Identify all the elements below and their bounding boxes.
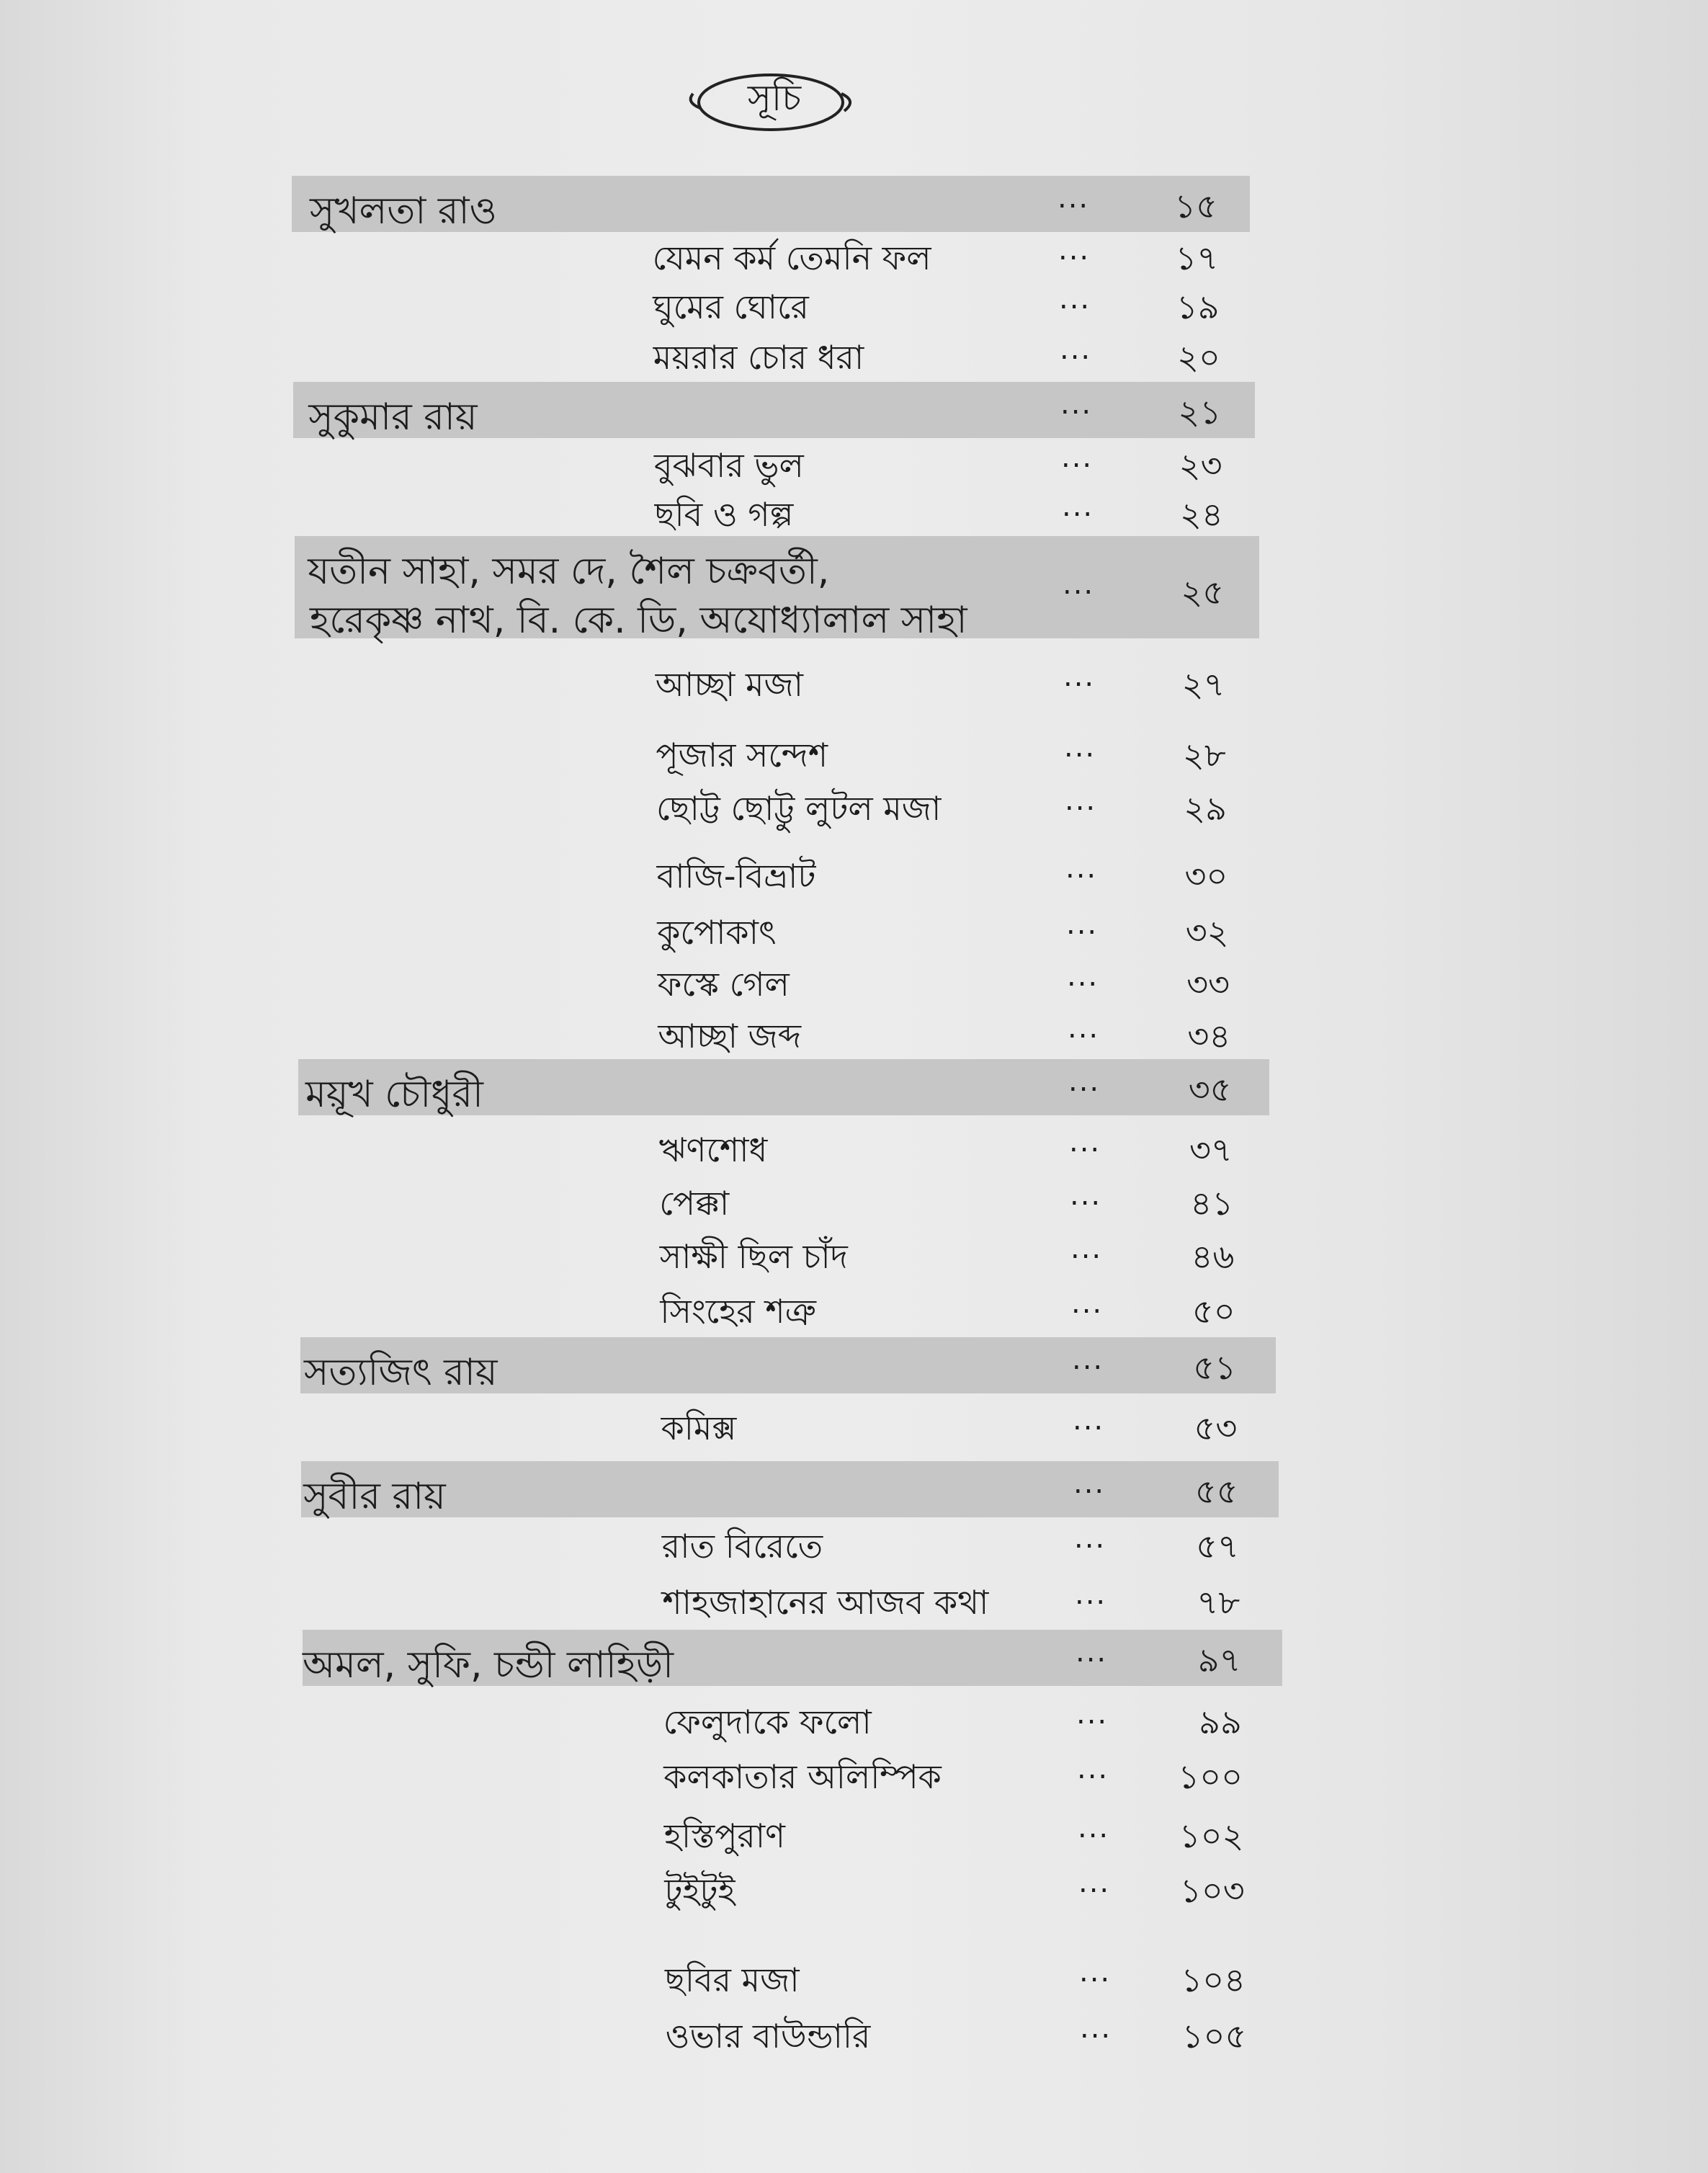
- story-title: হস্তিপুরাণ: [663, 1816, 785, 1855]
- leader-dots: ...: [1076, 1636, 1108, 1669]
- author-name-line-2: হরেকৃষ্ণ নাথ, বি. কে. ডি, অযোধ্যালাল সাহা: [310, 599, 967, 642]
- leader-dots: ...: [1078, 1811, 1110, 1844]
- author-name: সুকুমার রায়: [308, 396, 478, 439]
- page-number: ২৭: [1181, 665, 1225, 704]
- page-number: ৫১: [1193, 1348, 1236, 1387]
- page-number: ২৩: [1179, 446, 1222, 485]
- leader-dots: ...: [1065, 784, 1097, 817]
- leader-dots: ...: [1058, 233, 1091, 267]
- leader-dots: ...: [1063, 660, 1096, 693]
- page-number: ২০: [1177, 338, 1220, 377]
- page-title: সূচি: [747, 76, 802, 119]
- author-name: সুখলতা রাও: [310, 189, 497, 233]
- leader-dots: ...: [1066, 908, 1099, 941]
- story-title: বুঝবার ভুল: [654, 446, 804, 485]
- leader-dots: ...: [1067, 960, 1099, 993]
- leader-dots: ...: [1062, 490, 1094, 523]
- page-number: ২৯: [1184, 789, 1227, 828]
- leader-dots: ...: [1075, 1578, 1107, 1611]
- story-title: ফেলুদাকে ফলো: [663, 1703, 872, 1741]
- page-number: ১০০: [1178, 1757, 1243, 1796]
- page-number: ৪১: [1190, 1184, 1234, 1223]
- leader-dots: ...: [1080, 2012, 1112, 2045]
- page-number: ৫৭: [1196, 1527, 1239, 1566]
- story-title: পূজার সন্দেশ: [656, 736, 828, 775]
- story-title: শাহজাহানের আজব কথা: [662, 1583, 989, 1622]
- story-title: বাজি-বিভ্রাট: [656, 857, 816, 896]
- page-number: ৩২: [1185, 913, 1229, 952]
- story-title: ফস্কে গেল: [657, 965, 790, 1004]
- story-title: ময়রার চোর ধরা: [653, 338, 864, 377]
- page-number: ৩৭: [1189, 1130, 1233, 1169]
- page-number: ১৭: [1175, 238, 1219, 277]
- story-title: ওভার বাউন্ডারি: [665, 2017, 871, 2056]
- story-title: কমিক্স: [661, 1409, 737, 1447]
- page-number: ৯৭: [1197, 1641, 1241, 1679]
- page-number: ১০৫: [1181, 2017, 1247, 2056]
- story-title: ঘুমের ঘোরে: [653, 287, 809, 326]
- page-number: ৯৯: [1199, 1703, 1242, 1741]
- story-title: টুইটুই: [664, 1871, 735, 1910]
- leader-dots: ...: [1063, 568, 1095, 601]
- story-title: ছবি ও গল্প: [654, 495, 794, 534]
- story-title: সাক্ষী ছিল চাঁদ: [659, 1237, 848, 1276]
- story-title: আচ্ছা মজা: [655, 665, 803, 704]
- page-number: ৩৪: [1187, 1017, 1231, 1056]
- leader-dots: ...: [1077, 1752, 1109, 1785]
- page-number: ১০৪: [1181, 1960, 1246, 1999]
- page-number: ৭৮: [1197, 1583, 1240, 1622]
- story-title: আচ্ছা জব্দ: [658, 1017, 802, 1056]
- leader-dots: ...: [1076, 1697, 1109, 1731]
- story-title: ছোট্ট ছোট্টু লুটল মজা: [656, 789, 942, 828]
- page-number: ২৪: [1180, 495, 1223, 534]
- leader-dots: ...: [1059, 282, 1091, 316]
- leader-dots: ...: [1061, 441, 1094, 474]
- author-name: সত্যজিৎ রায়: [304, 1351, 498, 1394]
- author-name: সুবীর রায়: [303, 1475, 446, 1518]
- leader-dots: ...: [1068, 1065, 1101, 1098]
- leader-dots: ...: [1058, 182, 1090, 215]
- story-title: সিংহের শত্রু: [660, 1292, 816, 1331]
- story-title: রাত বিরেতে: [661, 1527, 823, 1566]
- leader-dots: ...: [1078, 1866, 1111, 1899]
- page-number: ৫০: [1191, 1292, 1235, 1331]
- page-number: ১০২: [1179, 1816, 1244, 1855]
- leader-dots: ...: [1071, 1287, 1104, 1320]
- leader-dots: ...: [1060, 333, 1092, 366]
- leader-dots: ...: [1065, 852, 1098, 885]
- author-name: ময়ূখ চৌধুরী: [305, 1073, 483, 1116]
- leader-dots: ...: [1070, 1232, 1103, 1265]
- leader-dots: ...: [1069, 1125, 1101, 1159]
- page-number: ৩০: [1184, 857, 1228, 896]
- page-number: ১৫: [1174, 187, 1217, 226]
- story-title: পেক্কা: [659, 1184, 730, 1223]
- story-title: ছবির মজা: [665, 1960, 800, 1999]
- author-name: অমল, সুফি, চন্ডী লাহিড়ী: [303, 1643, 674, 1687]
- author-name: যতীন সাহা, সমর দে, শৈল চক্রবর্তী,: [308, 550, 830, 593]
- page-number: ৩৩: [1186, 965, 1230, 1004]
- page-number: ৪৬: [1191, 1237, 1235, 1276]
- page-number: ৩৫: [1188, 1070, 1232, 1109]
- leader-dots: ...: [1074, 1522, 1106, 1555]
- contents-title-block: [684, 65, 864, 137]
- page-number: ১০৩: [1180, 1871, 1245, 1910]
- leader-dots: ...: [1068, 1012, 1100, 1045]
- leader-dots: ...: [1072, 1343, 1104, 1376]
- leader-dots: ...: [1073, 1404, 1105, 1437]
- page-number: ২৮: [1182, 736, 1226, 775]
- story-title: কলকাতার অলিম্পিক: [663, 1757, 942, 1796]
- story-title: যেমন কর্ম তেমনি ফল: [652, 238, 931, 277]
- leader-dots: ...: [1070, 1179, 1102, 1212]
- page-number: ৫৩: [1194, 1409, 1238, 1447]
- leader-dots: ...: [1079, 1955, 1112, 1989]
- page-number: ২৫: [1181, 573, 1225, 612]
- story-title: কুপোকাৎ: [657, 913, 777, 952]
- page-number: ৫৫: [1194, 1472, 1238, 1511]
- leader-dots: ...: [1073, 1467, 1106, 1500]
- page-number: ১৯: [1176, 287, 1220, 326]
- leader-dots: ...: [1064, 731, 1096, 764]
- author-heading-band: [301, 1461, 1278, 1517]
- story-title: ঋণশোধ: [658, 1130, 768, 1169]
- page-number: ২১: [1178, 393, 1222, 432]
- leader-dots: ...: [1060, 388, 1093, 421]
